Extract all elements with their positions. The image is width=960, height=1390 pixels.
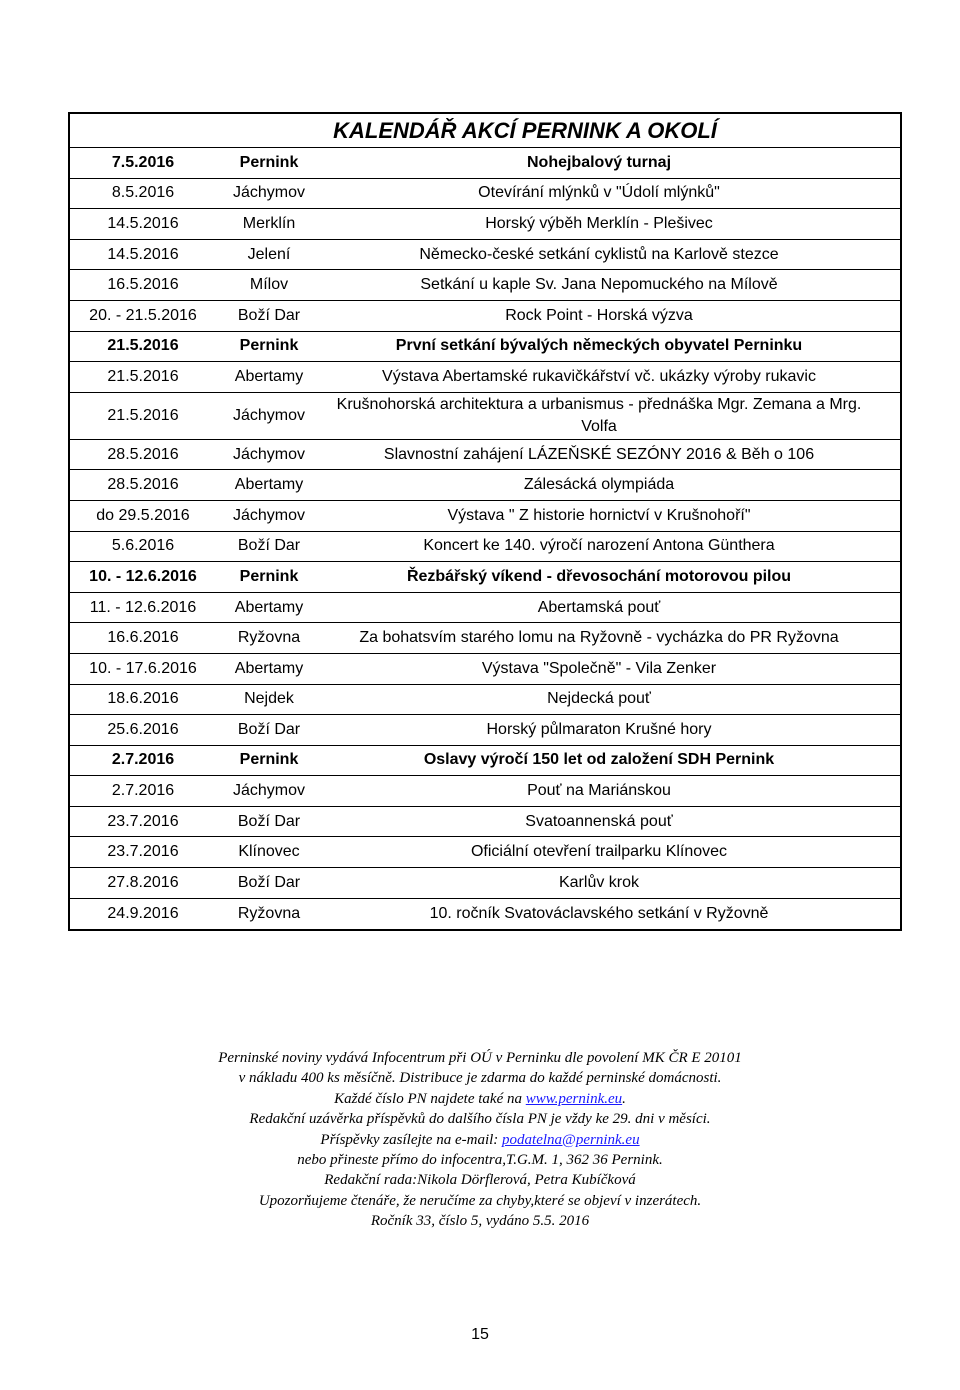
event-place: Ryžovna — [237, 904, 301, 922]
event-place: Pernink — [239, 337, 299, 355]
event-row — [70, 332, 900, 363]
event-row — [70, 715, 900, 746]
event-name: Koncert ke 140. výročí narození Antona Günthera — [423, 537, 775, 555]
colophon-line: Perninské noviny vydává Infocentrum při OÚ v Perninku dle povolení MK ČR E 20101 — [218, 1050, 742, 1066]
event-row — [70, 868, 900, 899]
event-name: Horský půlmaraton Krušné hory — [486, 720, 712, 738]
event-place: Merklín — [242, 214, 296, 232]
event-date: 21.5.2016 — [107, 367, 179, 385]
event-date: 16.5.2016 — [107, 276, 179, 294]
event-date: 28.5.2016 — [107, 445, 179, 463]
event-place: Boží Dar — [237, 537, 301, 555]
colophon-line-email — [0, 1130, 960, 1150]
event-name: Oslavy výročí 150 let od založení SDH Pernink — [423, 751, 775, 769]
event-row — [70, 301, 900, 332]
event-name: Nohejbalový turnaj — [526, 153, 672, 171]
event-name: Výstava " Z historie hornictví v Krušnohoří" — [447, 506, 751, 524]
colophon-text: Příspěvky zasílejte na e-mail: — [320, 1131, 503, 1148]
event-date: do 29.5.2016 — [96, 506, 190, 524]
event-row — [70, 685, 900, 716]
event-date: 27.8.2016 — [107, 873, 179, 891]
event-place: Pernink — [239, 567, 299, 585]
event-row — [70, 393, 900, 440]
event-name: Nejdecká pouť — [547, 690, 651, 708]
event-name: Za bohatsvím starého lomu na Ryžovně - vycházka do PR Ryžovna — [359, 629, 839, 647]
event-date: 2.7.2016 — [111, 782, 175, 800]
event-place: Klínovec — [238, 843, 300, 861]
colophon-line: Redakční uzávěrka příspěvků do dalšího čísla PN je vždy ke 29. dni v měsíci. — [249, 1111, 711, 1128]
event-place: Jáchymov — [232, 445, 306, 463]
event-name: Řezbářský víkend - dřevosochání motorovou pilou — [406, 567, 792, 585]
event-row — [70, 209, 900, 240]
event-place: Jelení — [247, 245, 291, 263]
event-row — [70, 501, 900, 532]
event-date: 24.9.2016 — [107, 904, 179, 922]
event-row — [70, 654, 900, 685]
page-number: 15 — [471, 1326, 489, 1343]
event-date: 25.6.2016 — [107, 720, 179, 738]
event-row — [70, 837, 900, 868]
events-calendar-table — [68, 112, 902, 931]
event-date: 10. - 12.6.2016 — [89, 567, 197, 585]
event-date: 21.5.2016 — [107, 406, 179, 424]
event-row — [70, 623, 900, 654]
event-place: Abertamy — [234, 659, 304, 677]
events-rows — [70, 148, 900, 929]
calendar-title: KALENDÁŘ AKCÍ PERNINK A OKOLÍ — [70, 114, 900, 148]
website-link[interactable]: www.pernink.eu — [525, 1090, 623, 1107]
event-date: 8.5.2016 — [111, 184, 175, 202]
event-place: Jáchymov — [232, 406, 306, 424]
event-name: Svatoannenská pouť — [525, 812, 673, 830]
colophon-line: Upozorňujeme čtenáře, že neručíme za chyby,které se objeví v inzerátech. — [258, 1192, 702, 1209]
event-place: Nejdek — [244, 690, 294, 708]
event-name: 10. ročník Svatováclavského setkání v Ryžovně — [429, 904, 769, 922]
event-place: Jáchymov — [232, 506, 306, 524]
newspaper-colophon — [0, 1048, 960, 1232]
event-date: 14.5.2016 — [107, 214, 179, 232]
event-date: 20. - 21.5.2016 — [89, 306, 197, 324]
event-row — [70, 899, 900, 930]
event-name: První setkání bývalých německých obyvatel Perninku — [395, 337, 803, 355]
event-row — [70, 240, 900, 271]
colophon-line-web — [0, 1089, 960, 1109]
event-date: 5.6.2016 — [111, 537, 175, 555]
event-place: Abertamy — [234, 367, 304, 385]
event-date: 7.5.2016 — [111, 153, 175, 171]
event-date: 2.7.2016 — [111, 751, 175, 769]
event-date: 10. - 17.6.2016 — [89, 659, 197, 677]
event-date: 11. - 12.6.2016 — [89, 598, 197, 616]
colophon-line: v nákladu 400 ks měsíčně. Distribuce je zdarma do každé perninské domácnosti. — [238, 1070, 722, 1087]
event-place: Boží Dar — [237, 720, 301, 738]
event-name: Setkání u kaple Sv. Jana Nepomuckého na Mílově — [420, 276, 778, 294]
event-date: 23.7.2016 — [107, 812, 179, 830]
colophon-line: nebo přineste přímo do infocentra,T.G.M. 1, 362 36 Pernink. — [297, 1152, 663, 1169]
event-row — [70, 807, 900, 838]
colophon-line: Redakční rada:Nikola Dörflerová, Petra Kubíčková — [324, 1172, 636, 1189]
event-date: 21.5.2016 — [107, 337, 179, 355]
event-place: Boží Dar — [237, 812, 301, 830]
event-place: Pernink — [239, 751, 299, 769]
event-place: Boží Dar — [237, 873, 301, 891]
event-row — [70, 270, 900, 301]
event-date: 23.7.2016 — [107, 843, 179, 861]
colophon-text: Každé číslo PN najdete také na — [334, 1090, 526, 1107]
event-name: Výstava Abertamské rukavičkářství vč. ukázky výroby rukavic — [382, 367, 816, 385]
event-name: Pouť na Mariánskou — [527, 782, 671, 800]
event-date: 16.6.2016 — [107, 629, 179, 647]
event-place: Ryžovna — [237, 629, 301, 647]
event-place: Abertamy — [234, 598, 304, 616]
event-place: Pernink — [239, 153, 299, 171]
event-name: Zálesácká olympiáda — [523, 476, 675, 494]
event-date: 14.5.2016 — [107, 245, 179, 263]
event-row — [70, 148, 900, 179]
event-name: Výstava "Společně" - Vila Zenker — [481, 659, 717, 677]
event-place: Mílov — [249, 276, 289, 294]
event-name: Oficiální otevření trailparku Klínovec — [470, 843, 728, 861]
event-name: Horský výběh Merklín - Plešivec — [485, 214, 713, 232]
event-name: Německo-české setkání cyklistů na Karlově stezce — [419, 245, 779, 263]
event-name: Krušnohorská architektura a urbanismus - přednáška Mgr. Zemana a Mrg. Volfa — [336, 395, 862, 435]
event-row — [70, 593, 900, 624]
email-link[interactable]: podatelna@pernink.eu — [502, 1131, 640, 1148]
event-place: Jáchymov — [232, 184, 306, 202]
event-name: Abertamská pouť — [537, 598, 661, 616]
event-row — [70, 776, 900, 807]
event-row — [70, 532, 900, 563]
event-name: Otevírání mlýnků v "Údolí mlýnků" — [478, 184, 720, 202]
event-row — [70, 746, 900, 777]
event-name: Karlův krok — [558, 873, 640, 891]
event-place: Abertamy — [234, 476, 304, 494]
event-row — [70, 440, 900, 471]
event-row — [70, 562, 900, 593]
event-row — [70, 470, 900, 501]
colophon-text: . — [622, 1090, 626, 1107]
event-name: Rock Point - Horská výzva — [505, 306, 693, 324]
event-date: 28.5.2016 — [107, 476, 179, 494]
event-name: Slavnostní zahájení LÁZEŇSKÉ SEZÓNY 2016 & Běh o 106 — [383, 445, 815, 463]
event-row — [70, 179, 900, 210]
event-date: 18.6.2016 — [107, 690, 179, 708]
event-place: Jáchymov — [232, 782, 306, 800]
event-place: Boží Dar — [237, 306, 301, 324]
event-row — [70, 362, 900, 393]
colophon-line: Ročník 33, číslo 5, vydáno 5.5. 2016 — [370, 1213, 590, 1230]
